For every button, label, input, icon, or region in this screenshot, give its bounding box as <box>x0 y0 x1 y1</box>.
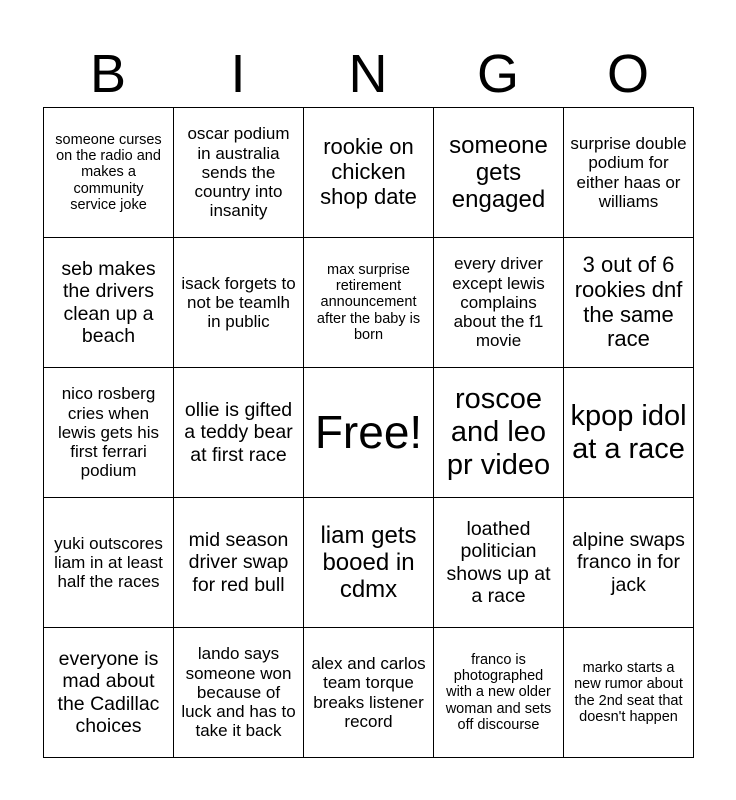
bingo-cell[interactable]: marko starts a new rumor about the 2nd seat that doesn't happen <box>564 628 694 758</box>
bingo-cell[interactable]: loathed politician shows up at a race <box>434 498 564 628</box>
bingo-cell[interactable]: 3 out of 6 rookies dnf the same race <box>564 238 694 368</box>
bingo-cell[interactable]: someone gets engaged <box>434 108 564 238</box>
bingo-cell[interactable]: yuki outscores liam in at least half the races <box>44 498 174 628</box>
bingo-cell[interactable]: roscoe and leo pr video <box>434 368 564 498</box>
bingo-header <box>43 42 693 106</box>
bingo-cell[interactable]: franco is photographed with a new older woman and sets off discourse <box>434 628 564 758</box>
bingo-row <box>44 628 694 758</box>
header-letter-b: B <box>89 44 127 104</box>
bingo-cell[interactable]: oscar podium in australia sends the country into insanity <box>174 108 304 238</box>
bingo-cell[interactable]: max surprise retirement announcement after the baby is born <box>304 238 434 368</box>
bingo-cell[interactable]: alex and carlos team torque breaks listener record <box>304 628 434 758</box>
header-letter-i: I <box>230 44 246 104</box>
bingo-row <box>44 498 694 628</box>
bingo-cell[interactable]: seb makes the drivers clean up a beach <box>44 238 174 368</box>
bingo-cell[interactable]: isack forgets to not be teamlh in public <box>174 238 304 368</box>
header-letter-g: G <box>476 44 519 104</box>
bingo-cell[interactable]: surprise double podium for either haas or williams <box>564 108 694 238</box>
bingo-cell[interactable]: kpop idol at a race <box>564 368 694 498</box>
bingo-cell[interactable]: every driver except lewis complains about the f1 movie <box>434 238 564 368</box>
bingo-row <box>44 108 694 238</box>
bingo-card-grid <box>43 107 694 758</box>
header-letter-n: N <box>348 44 388 104</box>
bingo-row <box>44 238 694 368</box>
bingo-cell[interactable]: everyone is mad about the Cadillac choices <box>44 628 174 758</box>
bingo-cell[interactable]: ollie is gifted a teddy bear at first race <box>174 368 304 498</box>
bingo-cell[interactable]: alpine swaps franco in for jack <box>564 498 694 628</box>
bingo-cell[interactable]: lando says someone won because of luck and has to take it back <box>174 628 304 758</box>
bingo-row <box>44 368 694 498</box>
bingo-cell[interactable]: mid season driver swap for red bull <box>174 498 304 628</box>
bingo-cell[interactable]: someone curses on the radio and makes a community service joke <box>44 108 174 238</box>
free-space-cell[interactable]: Free! <box>304 368 434 498</box>
header-letter-o: O <box>606 44 649 104</box>
bingo-cell[interactable]: rookie on chicken shop date <box>304 108 434 238</box>
bingo-cell[interactable]: nico rosberg cries when lewis gets his first ferrari podium <box>44 368 174 498</box>
bingo-cell[interactable]: liam gets booed in cdmx <box>304 498 434 628</box>
